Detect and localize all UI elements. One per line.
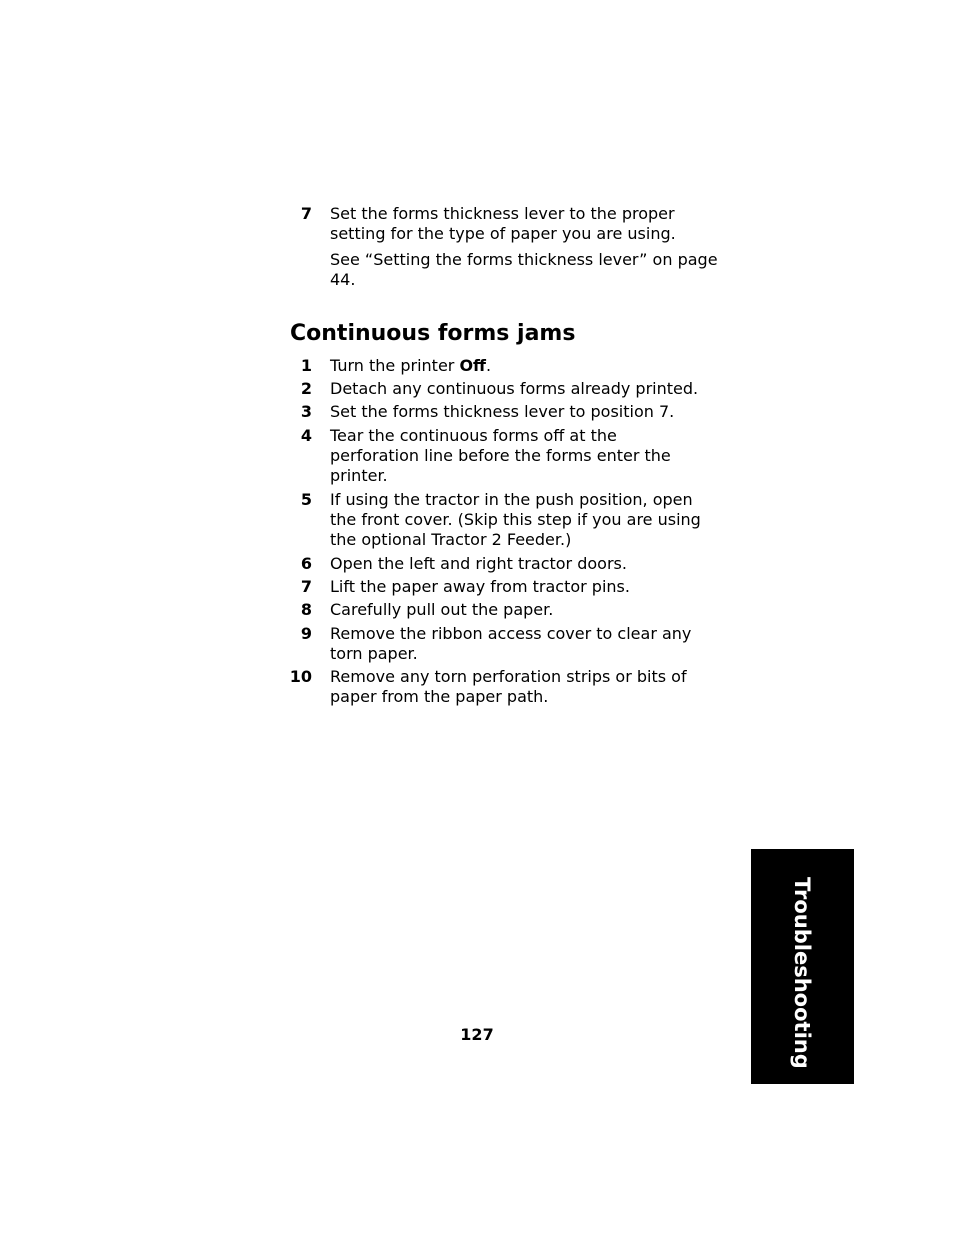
step-2 (288, 379, 718, 399)
step-number: 9 (300, 624, 312, 643)
step-4 (288, 426, 718, 486)
step-number: 5 (300, 490, 312, 509)
page-number: 127 (460, 1025, 494, 1044)
step-number: 7 (300, 577, 312, 596)
step-10 (288, 667, 718, 707)
step-3 (288, 402, 718, 422)
step-number: 7 (300, 204, 312, 223)
step-number: 1 (300, 356, 312, 375)
step-text-after: . (486, 356, 492, 375)
step-text: Tear the continuous forms off at the perforation line before the forms enter the printer. (330, 426, 671, 485)
step-number: 10 (289, 667, 312, 686)
step-text: Set the forms thickness lever to the proper setting for the type of paper you are using. (330, 204, 676, 243)
step-text-before: Turn the printer (330, 356, 460, 375)
step-7 (288, 577, 718, 597)
step-number: 6 (300, 554, 312, 573)
step-body (330, 204, 718, 290)
step-number: 4 (300, 426, 312, 445)
step-text: Detach any continuous forms already printed. (330, 379, 699, 398)
section-tab-label: Troubleshooting (790, 877, 814, 1069)
step-6 (288, 554, 718, 574)
step-text: Open the left and right tractor doors. (330, 554, 627, 573)
section-tab (751, 849, 854, 1084)
step-text: Remove any torn perforation strips or bits of paper from the paper path. (330, 667, 687, 706)
step-5 (288, 490, 718, 550)
step-text: Lift the paper away from tractor pins. (330, 577, 630, 596)
step-number: 3 (300, 402, 312, 421)
step-note: See “Setting the forms thickness lever” on page 44. (330, 250, 718, 289)
step-text: Remove the ribbon access cover to clear any torn paper. (330, 624, 692, 663)
step-1 (288, 356, 718, 376)
step-text: Set the forms thickness lever to position 7. (330, 402, 675, 421)
step-number: 8 (300, 600, 312, 619)
off-keyword: Off (459, 356, 487, 375)
step-number: 2 (300, 379, 312, 398)
step-text (330, 356, 718, 376)
step-8 (288, 600, 718, 620)
step-9 (288, 624, 718, 664)
step-text: Carefully pull out the paper. (330, 600, 554, 619)
step-text: If using the tractor in the push position, open the front cover. (Skip this step if you are using the optional Tractor 2 Feeder.) (330, 490, 701, 549)
step-7-pre (288, 204, 718, 290)
section-heading: Continuous forms jams (290, 321, 576, 346)
